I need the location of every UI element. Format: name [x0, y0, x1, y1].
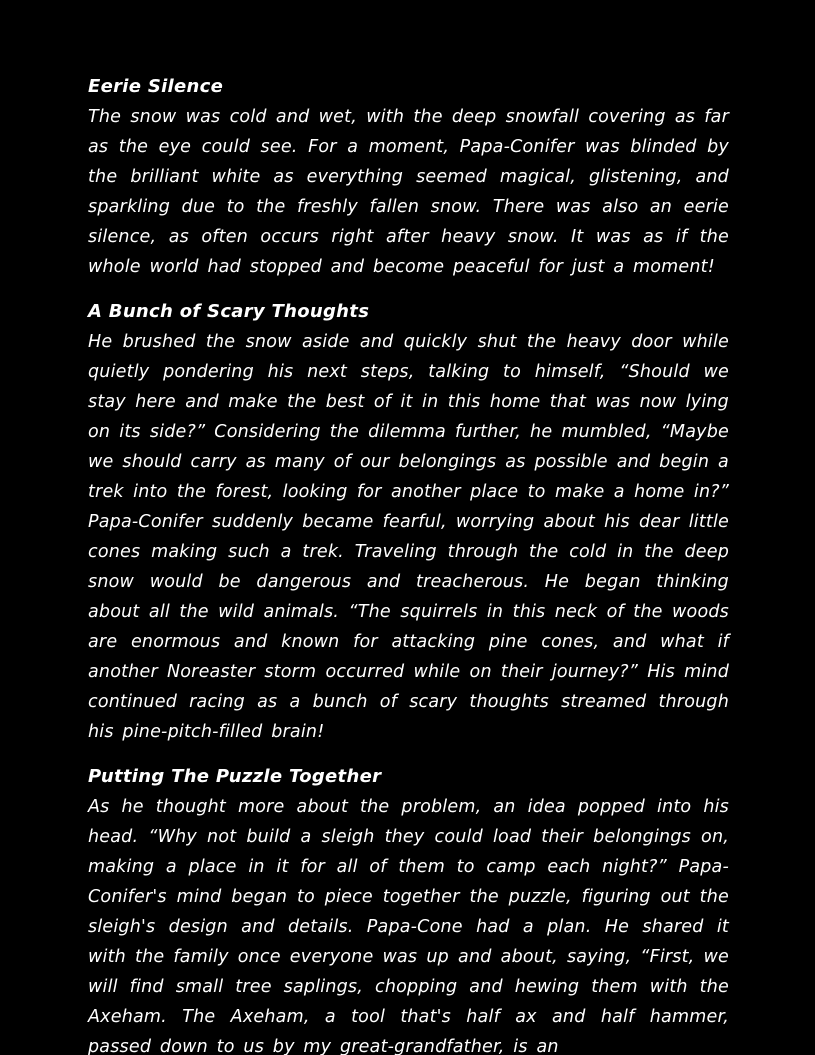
- section-heading: Putting The Puzzle Together: [88, 766, 382, 787]
- section-paragraph: The snow was cold and wet, with the deep snowfall covering as far as the eye could see. For a moment, Papa-Conifer was blinded by the brilliant white as everything seemed magical, glistening, and sparkling due to the freshly fallen snow. There was also an eerie silence, as often occurs right after heavy snow. It was as if the whole world had stopped and become peaceful for just a moment!: [88, 107, 729, 277]
- section-eerie-silence: [88, 72, 729, 282]
- section-paragraph: As he thought more about the problem, an idea popped into his head. “Why not build a sleigh they could load their belongings on, making a place in it for all of them to camp each night?” Papa-Conifer's mind began to piece together the puzzle, figuring out the sleigh's design and details. Papa-Cone had a plan. He shared it with the family once everyone was up and about, saying, “First, we will find small tree saplings, chopping and hewing them with the Axeham. The Axeham, a tool that's half ax and half hammer, passed down to us by my great-grandfather, is an: [88, 797, 729, 1055]
- section-heading: Eerie Silence: [88, 76, 224, 97]
- section-heading: A Bunch of Scary Thoughts: [88, 301, 370, 322]
- section-puzzle-together: [88, 762, 729, 1055]
- section-scary-thoughts: [88, 297, 729, 747]
- section-paragraph: He brushed the snow aside and quickly shut the heavy door while quietly pondering his next steps, talking to himself, “Should we stay here and make the best of it in this home that was now lying on its side?” Considering the dilemma further, he mumbled, “Maybe we should carry as many of our belongings as possible and begin a trek into the forest, looking for another place to make a home in?” Papa-Conifer suddenly became fearful, worrying about his dear little cones making such a trek. Traveling through the cold in the deep snow would be dangerous and treacherous. He began thinking about all the wild animals. “The squirrels in this neck of the woods are enormous and known for attacking pine cones, and what if another Noreaster storm occurred while on their journey?” His mind continued racing as a bunch of scary thoughts streamed through his pine-pitch-filled brain!: [88, 332, 729, 742]
